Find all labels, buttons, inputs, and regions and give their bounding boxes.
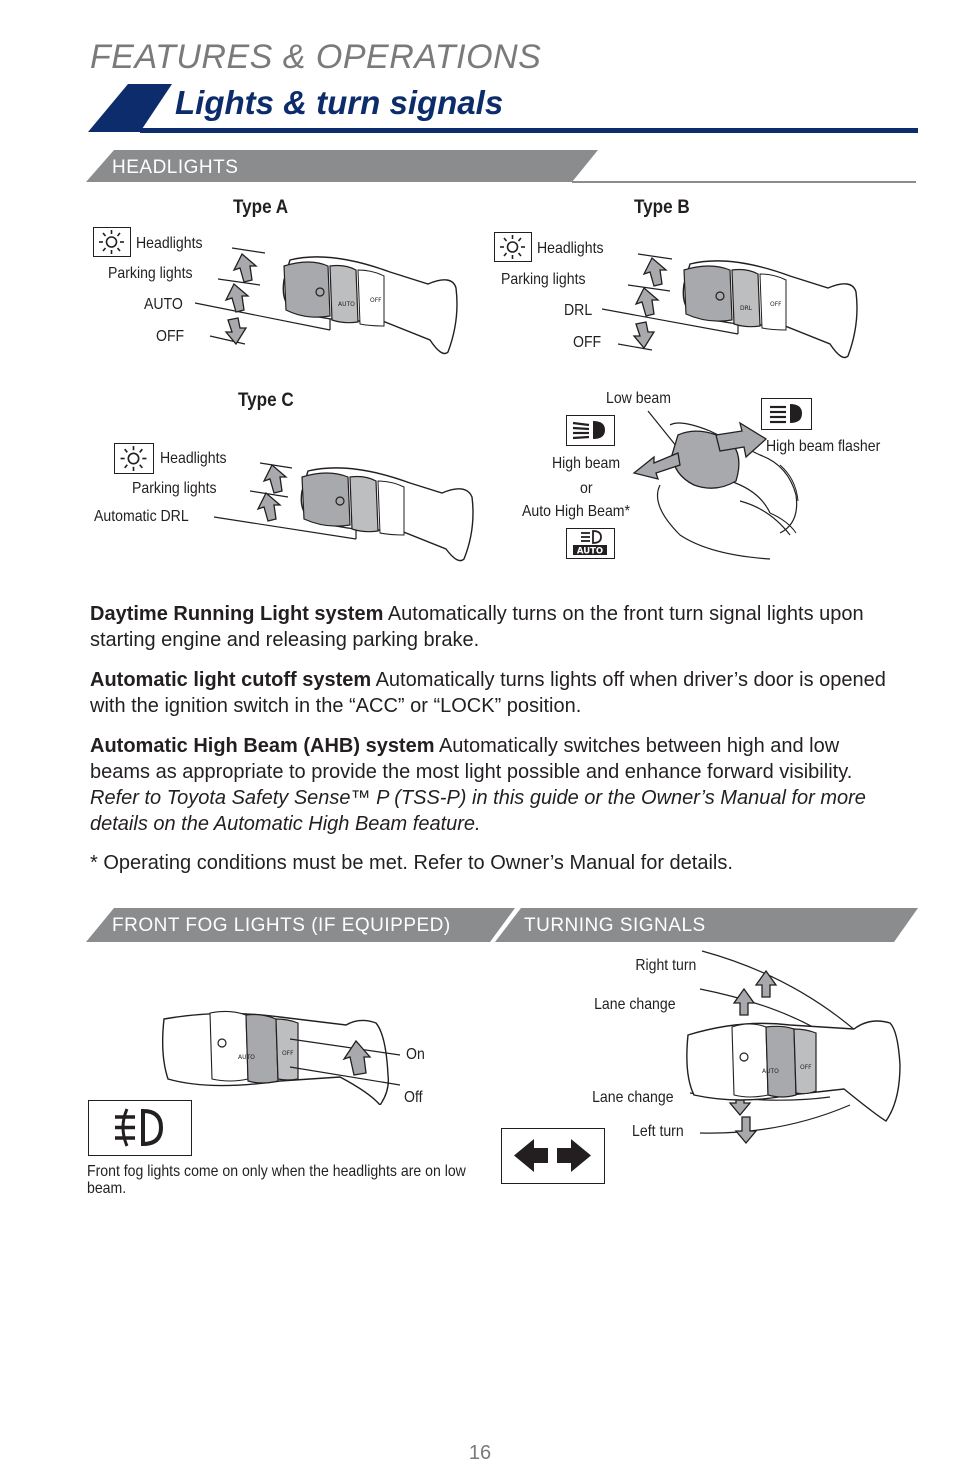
- fog-note: Front fog lights come on only when the headlights are on low beam.: [87, 1163, 466, 1197]
- turn-stalk-auto-mark: AUTO: [762, 1068, 779, 1075]
- turn-stalk-off-mark: OFF: [800, 1064, 812, 1071]
- ahb-text: Automatically switches between high and low beams as appropriate to provide the most light possible and enhance forward visibility.: [90, 735, 853, 783]
- type-a-stalk-diagram: [180, 240, 470, 360]
- right-turn-label: Right turn: [634, 957, 696, 974]
- type-b-headlights-label: Headlights: [537, 240, 604, 257]
- type-a-parking-label: Parking lights: [108, 265, 193, 282]
- ahb-paragraph: [90, 733, 870, 837]
- section-title: FEATURES & OPERATIONS: [90, 38, 542, 76]
- type-a-stalk-off-mark: OFF: [370, 297, 382, 304]
- low-beam-label: Low beam: [606, 390, 671, 407]
- fog-stalk-off-mark: OFF: [282, 1050, 294, 1057]
- left-turn-label: Left turn: [632, 1123, 684, 1140]
- type-b-off-label: OFF: [573, 334, 602, 351]
- cutoff-text: Automatically turns lights off when driver’s door is opened with the ignition switch in the “ACC” or “LOCK” position.: [90, 669, 886, 717]
- high-beam-flasher-label: High beam flasher: [766, 438, 881, 455]
- type-c-label: Type C: [238, 390, 294, 411]
- type-a-headlights-label: Headlights: [136, 235, 203, 252]
- drl-text: Automatically turns on the front turn signal lights upon starting engine and releasing parking brake.: [90, 603, 864, 651]
- type-c-headlights-label: Headlights: [160, 450, 227, 467]
- type-b-stalk-drl-mark: DRL: [740, 305, 753, 312]
- headlights-band-label: HEADLIGHTS: [112, 157, 239, 178]
- headlight-sun-icon: [93, 227, 131, 257]
- fog-off-label: Off: [404, 1089, 423, 1106]
- fog-on-label: On: [406, 1046, 425, 1063]
- headlight-sun-icon: [494, 232, 532, 262]
- drl-paragraph: [90, 601, 920, 653]
- type-b-label: Type B: [634, 197, 690, 218]
- footnote: * Operating conditions must be met. Refer to Owner’s Manual for details.: [90, 852, 733, 874]
- high-beam-or-label: or: [580, 480, 593, 497]
- page-subtitle: Lights & turn signals: [175, 84, 504, 121]
- auto-high-beam-label: Auto High Beam*: [522, 503, 631, 520]
- lane-change-up-label: Lane change: [594, 996, 676, 1013]
- auto-high-beam-icon: [566, 528, 615, 559]
- type-b-stalk-off-mark: OFF: [770, 301, 782, 308]
- auto-icon-text: AUTO: [576, 546, 604, 557]
- type-c-auto-drl-label: Automatic DRL: [94, 508, 189, 525]
- ahb-title: Automatic High Beam (AHB) system: [90, 735, 435, 757]
- low-beam-icon: [566, 415, 615, 446]
- type-a-off-label: OFF: [156, 328, 185, 345]
- lane-change-down-label: Lane change: [592, 1089, 674, 1106]
- fog-stalk-diagram: [150, 995, 440, 1105]
- turn-stalk-diagram: [680, 945, 910, 1165]
- turn-signal-arrows-icon: [501, 1128, 605, 1184]
- type-b-parking-label: Parking lights: [501, 271, 586, 288]
- type-a-stalk-auto-mark: AUTO: [338, 301, 355, 308]
- page-number: 16: [468, 1442, 492, 1464]
- fog-light-icon: [88, 1100, 192, 1156]
- cutoff-title: Automatic light cutoff system: [90, 669, 372, 691]
- type-c-parking-label: Parking lights: [132, 480, 217, 497]
- type-a-auto-label: AUTO: [144, 296, 183, 313]
- beam-stalk-hand-diagram: [620, 405, 820, 565]
- type-b-drl-label: DRL: [564, 302, 593, 319]
- turn-band-label: TURNING SIGNALS: [524, 915, 706, 936]
- type-b-stalk-diagram: [590, 246, 880, 366]
- headlight-sun-icon: [114, 443, 154, 474]
- high-beam-label: High beam: [552, 455, 621, 472]
- cutoff-paragraph: [90, 667, 920, 719]
- drl-title: Daytime Running Light system: [90, 603, 384, 625]
- type-c-stalk-diagram: [210, 455, 490, 565]
- fog-stalk-auto-mark: AUTO: [238, 1054, 255, 1061]
- type-a-label: Type A: [233, 197, 289, 218]
- ahb-italic-note: Refer to Toyota Safety Sense™ P (TSS-P) in this guide or the Owner’s Manual for more details on the Automatic High Beam feature.: [90, 787, 866, 835]
- fog-band-label: FRONT FOG LIGHTS (IF EQUIPPED): [112, 915, 451, 936]
